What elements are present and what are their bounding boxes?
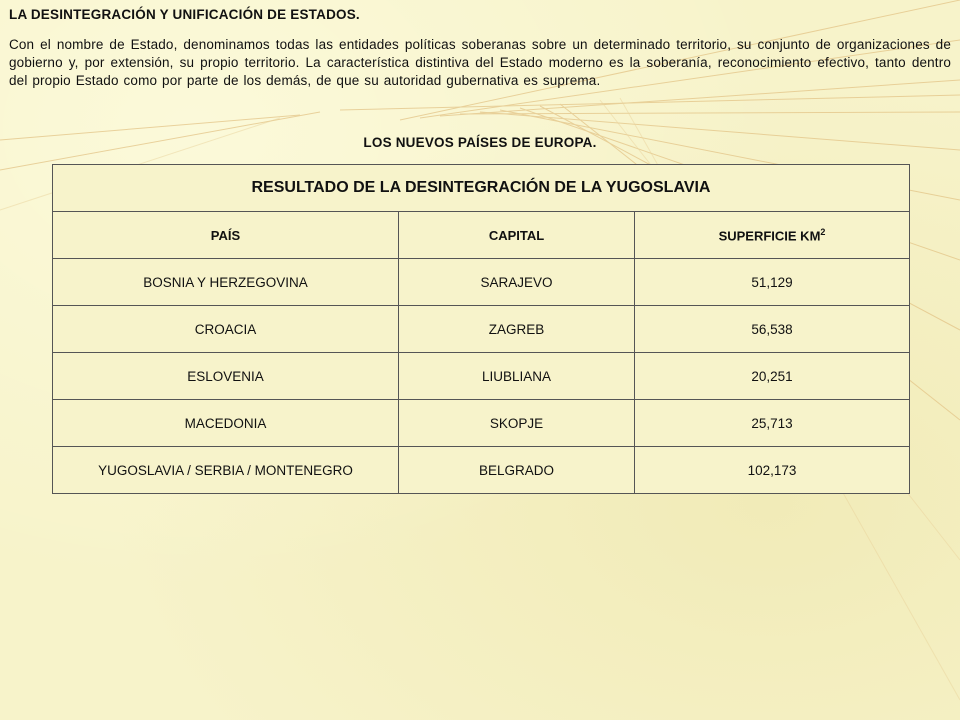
cell-capital: BELGRADO bbox=[399, 447, 635, 494]
header-capital: CAPITAL bbox=[399, 212, 635, 259]
cell-pais: BOSNIA Y HERZEGOVINA bbox=[53, 259, 399, 306]
intro-paragraph: Con el nombre de Estado, denominamos todas las entidades políticas soberanas sobre un determinado territorio, su conjunto de organizaciones de gobierno y, por extensión, su propio territorio. La característica distintiva del Estado moderno es la soberanía, reconocimiento efectivo, tanto dentro del propio Estado como por parte de los demás, de que su autoridad gubernativa es suprema. bbox=[9, 37, 951, 88]
header-superficie-label: SUPERFICIE KM bbox=[718, 228, 821, 244]
cell-pais: MACEDONIA bbox=[53, 400, 399, 447]
table-row bbox=[53, 400, 910, 447]
cell-capital: SKOPJE bbox=[399, 400, 635, 447]
cell-superficie: 51,129 bbox=[635, 259, 910, 306]
yugoslavia-table bbox=[52, 164, 910, 494]
cell-superficie: 102,173 bbox=[635, 447, 910, 494]
table-row bbox=[53, 447, 910, 494]
table-title-row bbox=[53, 165, 910, 212]
table-header-row bbox=[53, 212, 910, 259]
cell-pais: YUGOSLAVIA / SERBIA / MONTENEGRO bbox=[53, 447, 399, 494]
section-subheading: LOS NUEVOS PAÍSES DE EUROPA. bbox=[363, 135, 597, 150]
table-title: RESULTADO DE LA DESINTEGRACIÓN DE LA YUGOSLAVIA bbox=[53, 165, 910, 212]
cell-superficie: 25,713 bbox=[635, 400, 910, 447]
table-row bbox=[53, 259, 910, 306]
header-superficie bbox=[635, 212, 910, 259]
cell-pais: ESLOVENIA bbox=[53, 353, 399, 400]
cell-capital: LIUBLIANA bbox=[399, 353, 635, 400]
cell-capital: ZAGREB bbox=[399, 306, 635, 353]
table-row bbox=[53, 306, 910, 353]
header-superficie-exponent: 2 bbox=[820, 226, 826, 237]
table-row bbox=[53, 353, 910, 400]
slide-heading: LA DESINTEGRACIÓN Y UNIFICACIÓN DE ESTADOS. bbox=[9, 7, 360, 22]
header-pais: PAÍS bbox=[53, 212, 399, 259]
cell-superficie: 56,538 bbox=[635, 306, 910, 353]
cell-capital: SARAJEVO bbox=[399, 259, 635, 306]
cell-superficie: 20,251 bbox=[635, 353, 910, 400]
cell-pais: CROACIA bbox=[53, 306, 399, 353]
